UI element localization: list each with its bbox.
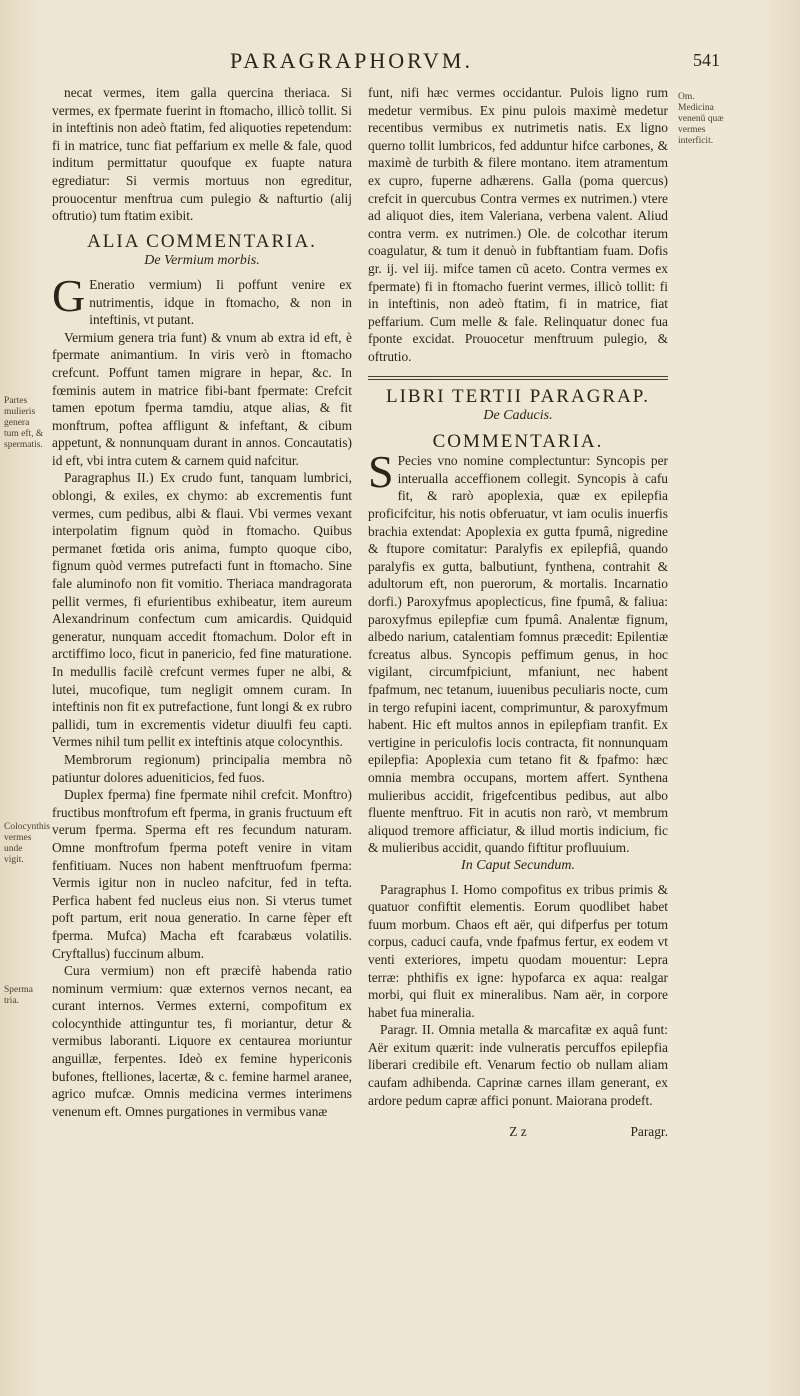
left-paragraph-1: necat vermes, item galla quercina theriaca. Si vermes, ex fpermate fuerint in ftomacho, illicò tollit. Si in inteftinis non adeò ftatim, fed aliquoties repetendum: fi in matrice, tunc fiat peffarium ex melle & fale, quod inditum permittatur quoufque ex fuapte natura egrediatur: Si vermis mortuus non egreditur, prouocentur menftrua cum pulegio & nafturtio (alij oftrutio) tum ftatim exibit. [52, 85, 352, 224]
page-header [200, 48, 720, 78]
left-paragraph-7: Cura vermium) non eft præcifè habenda ratio nominum vermium: quæ externos vernos necant, ea curant internos. Vermes externi, compofitum ex colocynthide attinguntur tes, fi moriantur, detur & vermibus laboranti. Liquore ex centaurea moriuntur anguillæ, ferpentes. Ideò ex femine hypericonis bufones, ftelliones, lacertæ, & c. femine harmel aranee, agrico mufcæ. Omnis medicina vermes interimens venenum eft. Omnes purgationes in vermibus vanæ [52, 963, 352, 1119]
margin-note-left-3: Sperma tria. [4, 985, 34, 1006]
section-heading-libri-tertii: LIBRI TERTII PARAGRAP. [385, 385, 651, 407]
page-footer [368, 1123, 668, 1141]
left-paragraph-5: Membrorum regionum) principalia membra nõ patiuntur dolores adueniticios, fed fuos. [52, 751, 352, 785]
margin-note-left-1: Partes mulieris genera tum eft, & spermatis. [4, 396, 44, 450]
section-subheading-vermium: De Vermium morbis. [144, 253, 260, 269]
section-subheading-caducis: De Caducis. [483, 408, 553, 424]
left-paragraph-6: Duplex fperma) fine fpermate nihil crefcit. Monftro) fructibus monftrofum eft fperma, in granis fructuum eft verum fperma. Sperma eft res fecundum naturam. Omne monftrofum fperma poteft venire in vitam fenfitiuam. Nuces non habent menftruofum fperma: Vermis igitur non in nucleo nafcitur, fed in tefta. Perfica habent fed nucleus eius non. Si vterus tumet poft partum, erit noua generatio. In carne fèper eft fperma. Mufca) Macha eft fcarabæus volatilis. Cryftallus) fuccinum album. [52, 787, 352, 961]
page-number: 541 [693, 50, 720, 70]
left-paragraph-2 [52, 269, 352, 329]
margin-note-right-1: Om. Medicina venenũ quæ vermes interficit. [678, 92, 724, 146]
section-heading-commentaria: COMMENTARIA. [432, 430, 604, 452]
section-rule [368, 376, 668, 380]
right-column [368, 84, 668, 1141]
signature-mark: Z z [509, 1124, 527, 1140]
margin-note-left-2: Colocynthis vermes unde vigit. [4, 822, 50, 865]
left-paragraph-3: Vermium genera tria funt) & vnum ab extra id eft, è fpermate animantium. In viris verò in ftomacho crefcunt. Poffunt tamen migrare in hepar, &c. In fœminis autem in matrice fibi-bant fpermate: Crefcit tamen epotum fperma tamdiu, atque alias, & fit monftrum, poftea affligunt & infeftant, & cibum appetunt, & nonnunquam durant in annos. Concautatis) id eft, vbi intra cutem & carnem quid nafcitur. [52, 329, 352, 468]
right-paragraph-2-text: Pecies vno nomine complectuntur: Syncopis per interualla acceffionem collegit. Syncopis à cafu fit, & rarò apoplexia, quæ ex epilepfia proficifcitur, his notis obferuatur, vt iam oculis inuerfis brachia extendat: Apoplexia ex gutta fpumâ, nigredine & ftupore comitatur: Paralyfis ex epilepfiâ, quando paralyfis ex gutta, balbutiunt, fynthena, contrahit & adultorum eft, non puerorum, & mortalis. Incarnatio dorfi.) Paroxyfmus apoplecticus, fine fpumâ, & faliua: paroxyfmus epilepfiæ cum fpumâ. Analentæ fignum, albedo narium, catalentiam fomnus præcedit: Epilentiæ fcreatus albus. Syncopis peffimum genus, in hoc vigilant, circumfpiciunt, mfaniunt, nec habent fpafmum, nec tetanum, iuuenibus peculiaris nocte, cum in tergo refupini iacent, comprimuntur, & paroxyfmum habent. Hic eft multos annos in epilepfiam tranfit. Ex vertigine in periculofis locis contracta, fit nonnunquam epilepfia: Apoplexia cum tetano fit & fpafmo: hæc omnia membra occupans, mortem affert. Synthena mulieribus accidit, frigefcentibus pedibus, aut albo fluente menftruo. Fit in acutis non rarò, vt membrum aliquod tremore afficiatur, & illud mortis indicium, fic & mulieribus accidit, quando fiftitur profluuium. [368, 453, 668, 856]
right-paragraph-1: funt, nifi hæc vermes occidantur. Pulois ligno rum medetur vermibus. Ex pinu pulois maximè medetur recentibus vermibus ex nutrimetis natis. Ex ligno querno tollit lumbricos, fed adduntur hifce carbones, & maximè de turbith & filere montano. item atramentum ex cupro, fuperne adhærens. Galla (poma quercus) crefcit in quercubus Contra vermes ex nutrimen.) vtere ad aliquot dies, item Valeriana, verbena valent. Aliud contra verm. ex nutrimen.) Ole. de colcothar iterum coagulatur, & tum it denuò in fubftantiam fuam. Dofis gr. ij. vel iij. mifce tamen cũ aceto. Contra vermes ex fpermate) fi in ftomacho fuerint vermes, illicò tollit: fi in inteftinis, non adeò ftatim, fi in matrice, fiat peffarium. Cum melle & fale. Relinquatur donec fua fponte excidat. Prouocetur menftruum pulegio, & oftrutio. [368, 85, 668, 364]
right-paragraph-4: Paragr. II. Omnia metalla & marcafitæ ex aquâ funt: Aër exitum quærit: inde vulneratis percuffos epilepfia liberari credibile eft. Venarum fectio ob nullam aliam caufam adhibenda. Caprinæ carnes illam generant, ex ardore pedum capræ affici ponunt. Maiorana prodeft. [368, 1022, 668, 1108]
left-column [52, 84, 352, 1120]
right-paragraph-3: Paragraphus I. Homo compofitus ex tribus primis & quatuor confiftit elementis. Eorum quodlibet habet fuum morbum. Chaos eft aër, qui difperfus per totum corpus, caduci caufa, vnde fpafmus fertur, ex eodem vt venti exteriores, impetu quodam mouentur: Lepra terræ: phthifis ex igne: hypofarca ex aqua: realgar morbi, qui fluit ex mineralibus. Nam aër, in corpore habet fua mineralia. [368, 881, 668, 1020]
drop-cap: S [368, 446, 394, 498]
left-paragraph-4: Paragraphus II.) Ex crudo funt, tanquam lumbrici, oblongi, & exiles, ex chymo: ab excrementis funt vermes, cum pedibus, albi & flaui. Vbi vermes vexant interpolatim fignum quòd in ftomacho. Quibus permanet fœtida oris anima, fumpto quoque cibo, fignum quòd vermes putrefacti funt in ftomacho. Sine fale aluminofo non fit vomitio. Theriaca mandragorata pellit vermes, fi efurientibus exhibeatur, item aureum Alexandrinum confectum cum amicardis. Quidquid generatur, nunquam accedit ftomachum. Dolor eft in arctiffimo loco, ficut in panericio, fed fine maturatione. In medullis facilè crefcunt vermes fuper ne albi, & lutei, mucofique, tum negligit omnem curam. In inteftinis non fit ex putrefactione, funt longi & ex rubro pallidi, tum in excrementis videtur diuulfi feu capti. Vermes nihil tum pellit ex inteftinis atque colocynthis. [52, 470, 352, 750]
catchword: Paragr. [630, 1124, 668, 1140]
running-title: PARAGRAPHORVM. [230, 48, 473, 73]
drop-cap: G [52, 269, 86, 321]
section-subheading-caput-secundum: In Caput Secundum. [461, 857, 575, 873]
section-heading-alia-commentaria: ALIA COMMENTARIA. [87, 230, 317, 252]
right-paragraph-2 [368, 446, 668, 857]
left-paragraph-2-text: Eneratio vermium) Ii poffunt venire ex nutrimentis, idque in ftomacho, & non in inteftinis, vt putant. [89, 276, 352, 328]
